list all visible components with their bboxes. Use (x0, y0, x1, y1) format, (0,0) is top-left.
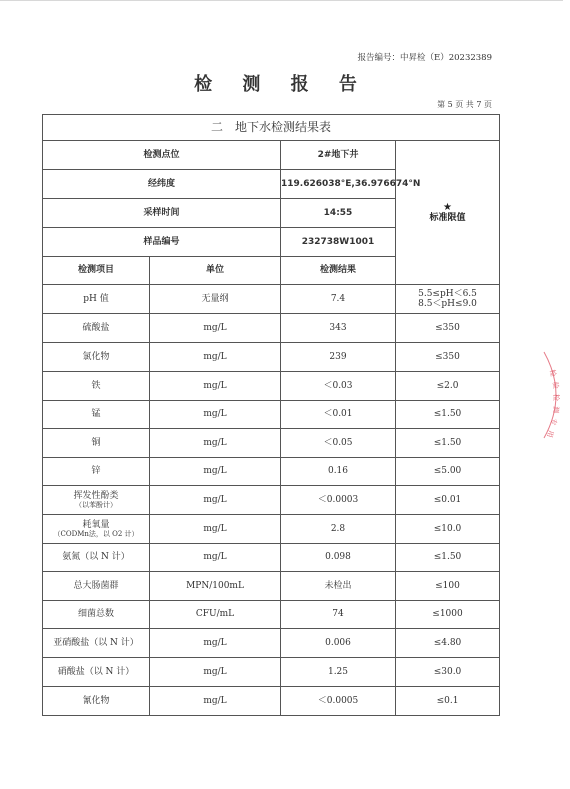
info-label: 检测点位 (43, 141, 281, 170)
limit-value: ≤0.01 (433, 494, 462, 505)
cell-result: ＜0.03 (281, 372, 396, 401)
item-name: 铁 (91, 380, 101, 391)
item-name: 氰化物 (82, 695, 110, 706)
table-row (43, 486, 500, 515)
info-value: 2#地下井 (281, 141, 396, 170)
cell-unit: MPN/100mL (150, 572, 281, 601)
official-seal-stamp (540, 350, 570, 440)
info-value: 119.626038°E,36.976674°N (281, 170, 396, 199)
cell-limit (396, 515, 500, 544)
item-name: 氯化物 (82, 351, 110, 362)
column-header-unit: 单位 (150, 257, 281, 285)
info-label: 经纬度 (43, 170, 281, 199)
item-name: 细菌总数 (77, 609, 114, 620)
limit-value: ≤1.50 (433, 409, 462, 420)
limit-value: ≤0.1 (436, 695, 459, 706)
limit-value: ≤5.00 (433, 466, 462, 477)
item-name: 铜 (91, 437, 101, 448)
cell-item (43, 314, 150, 343)
cell-result: 未检出 (281, 572, 396, 601)
info-value: 232738W1001 (281, 228, 396, 257)
limit-value: 5.5≤pH＜6.5 (418, 288, 477, 299)
cell-unit: mg/L (150, 314, 281, 343)
cell-limit (396, 343, 500, 372)
item-note: （CODMn法，以 O2 计） (53, 530, 139, 539)
item-name: 硫酸盐 (82, 322, 110, 333)
table-row (43, 629, 500, 658)
limit-value: ≤350 (435, 322, 460, 333)
cell-item (43, 401, 150, 429)
cell-item (43, 629, 150, 658)
report-number: 报告编号：中昇检（E）20232389 (357, 53, 492, 63)
column-header-result: 检测结果 (281, 257, 396, 285)
cell-result: 2.8 (281, 515, 396, 544)
cell-result: ＜0.05 (281, 429, 396, 458)
cell-limit (396, 458, 500, 486)
table-row (43, 544, 500, 572)
cell-result: ＜0.0005 (281, 687, 396, 716)
cell-limit (396, 372, 500, 401)
limit-value: ≤1.50 (433, 552, 462, 563)
cell-unit: 无量纲 (150, 285, 281, 314)
cell-unit: mg/L (150, 429, 281, 458)
cell-item (43, 486, 150, 515)
cell-result: ＜0.0003 (281, 486, 396, 515)
star-icon: ★ (443, 201, 452, 213)
cell-unit: mg/L (150, 486, 281, 515)
item-name: 氨氮（以 N 计） (62, 552, 130, 563)
cell-result: 343 (281, 314, 396, 343)
page-top-border (0, 0, 563, 1)
cell-limit (396, 658, 500, 687)
info-label: 采样时间 (43, 199, 281, 228)
cell-result: 0.16 (281, 458, 396, 486)
section-title-row (43, 115, 500, 141)
cell-limit (396, 486, 500, 515)
svg-text:检: 检 (548, 368, 558, 378)
cell-unit: CFU/mL (150, 601, 281, 629)
cell-limit (396, 629, 500, 658)
item-name: 锌 (91, 466, 101, 477)
info-label: 样品编号 (43, 228, 281, 257)
table-row (43, 372, 500, 401)
cell-item (43, 515, 150, 544)
cell-item (43, 601, 150, 629)
cell-unit: mg/L (150, 343, 281, 372)
cell-item (43, 372, 150, 401)
cell-limit (396, 544, 500, 572)
cell-limit (396, 429, 500, 458)
svg-text:检: 检 (552, 394, 560, 401)
cell-item (43, 285, 150, 314)
cell-result: ＜0.01 (281, 401, 396, 429)
section-title: 二 地下水检测结果表 (43, 115, 500, 141)
cell-unit: mg/L (150, 687, 281, 716)
cell-unit: mg/L (150, 544, 281, 572)
cell-limit (396, 285, 500, 314)
standard-limit-label: 标准限值 (429, 213, 466, 224)
table-row (43, 515, 500, 544)
item-name: pH 值 (83, 293, 109, 304)
table-row (43, 314, 500, 343)
table-row (43, 343, 500, 372)
document-title: 检 测 报 告 (194, 74, 369, 95)
limit-value: ≤30.0 (433, 666, 462, 677)
limit-value: ≤1.50 (433, 437, 462, 448)
cell-limit (396, 601, 500, 629)
item-name: 锰 (91, 409, 101, 420)
limit-value: ≤100 (435, 580, 460, 591)
limit-value-secondary: 8.5＜pH≤9.0 (418, 299, 477, 309)
cell-result: 0.006 (281, 629, 396, 658)
table-row (43, 658, 500, 687)
cell-unit: mg/L (150, 372, 281, 401)
cell-limit (396, 687, 500, 716)
cell-unit: mg/L (150, 401, 281, 429)
cell-item (43, 687, 150, 716)
table-row (43, 601, 500, 629)
svg-text:专: 专 (548, 417, 558, 426)
cell-limit (396, 572, 500, 601)
table-row (43, 285, 500, 314)
cell-limit (396, 314, 500, 343)
svg-text:测: 测 (551, 405, 560, 414)
cell-item (43, 572, 150, 601)
item-name: 挥发性酚类 (73, 490, 119, 501)
table-row (43, 429, 500, 458)
standard-limit-header (396, 141, 500, 285)
limit-value: ≤10.0 (433, 523, 462, 534)
limit-value: ≤4.80 (433, 637, 462, 648)
cell-limit (396, 401, 500, 429)
cell-item (43, 658, 150, 687)
info-value: 14:55 (281, 199, 396, 228)
groundwater-results-table (42, 114, 500, 716)
page-indicator: 第 5 页 共 7 页 (437, 100, 492, 109)
item-note: （以苯酚计） (75, 501, 117, 510)
limit-value: ≤350 (435, 351, 460, 362)
info-row (43, 141, 500, 170)
item-name: 耗氧量 (82, 519, 110, 530)
cell-unit: mg/L (150, 515, 281, 544)
item-name: 硝酸盐（以 N 计） (57, 666, 135, 677)
cell-result: 74 (281, 601, 396, 629)
item-name: 亚硝酸盐（以 N 计） (53, 637, 139, 648)
cell-result: 239 (281, 343, 396, 372)
cell-result: 1.25 (281, 658, 396, 687)
cell-result: 0.098 (281, 544, 396, 572)
svg-text:用: 用 (545, 429, 555, 439)
table-row (43, 572, 500, 601)
cell-unit: mg/L (150, 658, 281, 687)
cell-item (43, 429, 150, 458)
svg-text:验: 验 (551, 381, 560, 390)
limit-value: ≤2.0 (436, 380, 459, 391)
cell-item (43, 343, 150, 372)
cell-result: 7.4 (281, 285, 396, 314)
item-name: 总大肠菌群 (73, 580, 119, 591)
cell-item (43, 458, 150, 486)
cell-item (43, 544, 150, 572)
column-header-item: 检测项目 (43, 257, 150, 285)
limit-value: ≤1000 (432, 609, 463, 620)
table-row (43, 401, 500, 429)
table-row (43, 687, 500, 716)
cell-unit: mg/L (150, 629, 281, 658)
table-row (43, 458, 500, 486)
cell-unit: mg/L (150, 458, 281, 486)
